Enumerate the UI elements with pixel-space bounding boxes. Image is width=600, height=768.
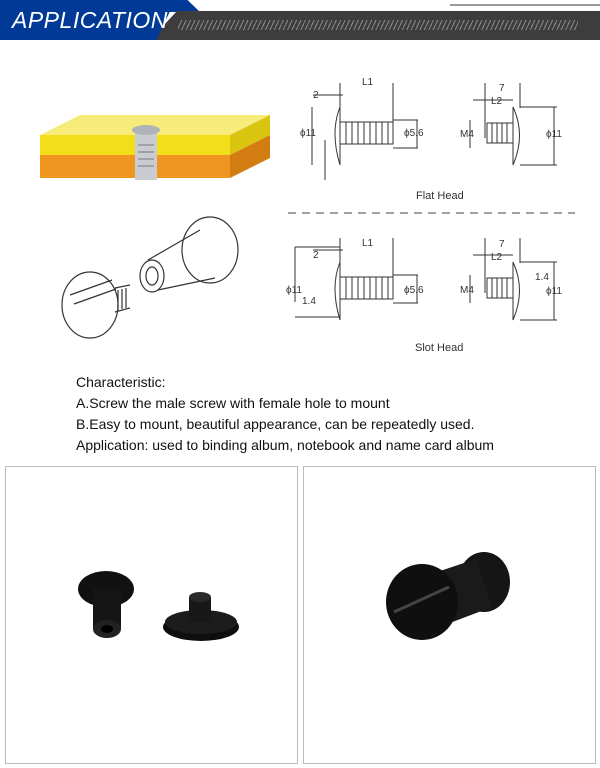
characteristics	[76, 372, 494, 456]
header-top-line	[450, 4, 600, 6]
dim-thread: M4	[460, 129, 474, 140]
dim-l1: L1	[362, 238, 374, 249]
dim-dia-head: ϕ11	[286, 285, 302, 296]
dim-l1: L1	[362, 77, 374, 88]
dim-dia-body: ϕ5.6	[404, 285, 424, 296]
dim-thread: M4	[460, 285, 474, 296]
dim-dia-head: ϕ11	[300, 128, 316, 139]
dim-slot: 1.4	[302, 296, 316, 307]
characteristic-line: B.Easy to mount, beautiful appearance, can be repeatedly used.	[76, 416, 475, 432]
product-photo-separated	[5, 466, 298, 764]
characteristics-title: Characteristic:	[76, 374, 166, 390]
product-photo-assembled	[303, 466, 596, 764]
dim-slot2: 1.4	[535, 272, 549, 283]
dim-dia-screw: ϕ11	[546, 129, 562, 140]
dim-l2: L2	[491, 252, 503, 263]
dim-dia-screw: ϕ11	[546, 286, 562, 297]
dim-l2: L2	[491, 96, 503, 107]
characteristic-line: A.Screw the male screw with female hole to mount	[76, 395, 390, 411]
section-title: APPLICATION	[12, 7, 168, 33]
dim-head: 2	[313, 250, 319, 261]
characteristic-line: Application: used to binding album, notebook and name card album	[76, 437, 494, 453]
dim-dia-body: ϕ5.6	[404, 128, 424, 139]
dim-head: 2	[313, 90, 319, 101]
technical-drawings	[280, 70, 595, 365]
caption-slot-head: Slot Head	[415, 342, 464, 354]
assembly-illustration	[30, 90, 280, 360]
header-hatch-pattern	[178, 20, 578, 30]
dim-7: 7	[499, 239, 505, 250]
caption-flat-head: Flat Head	[416, 190, 464, 202]
dim-7: 7	[499, 83, 505, 94]
